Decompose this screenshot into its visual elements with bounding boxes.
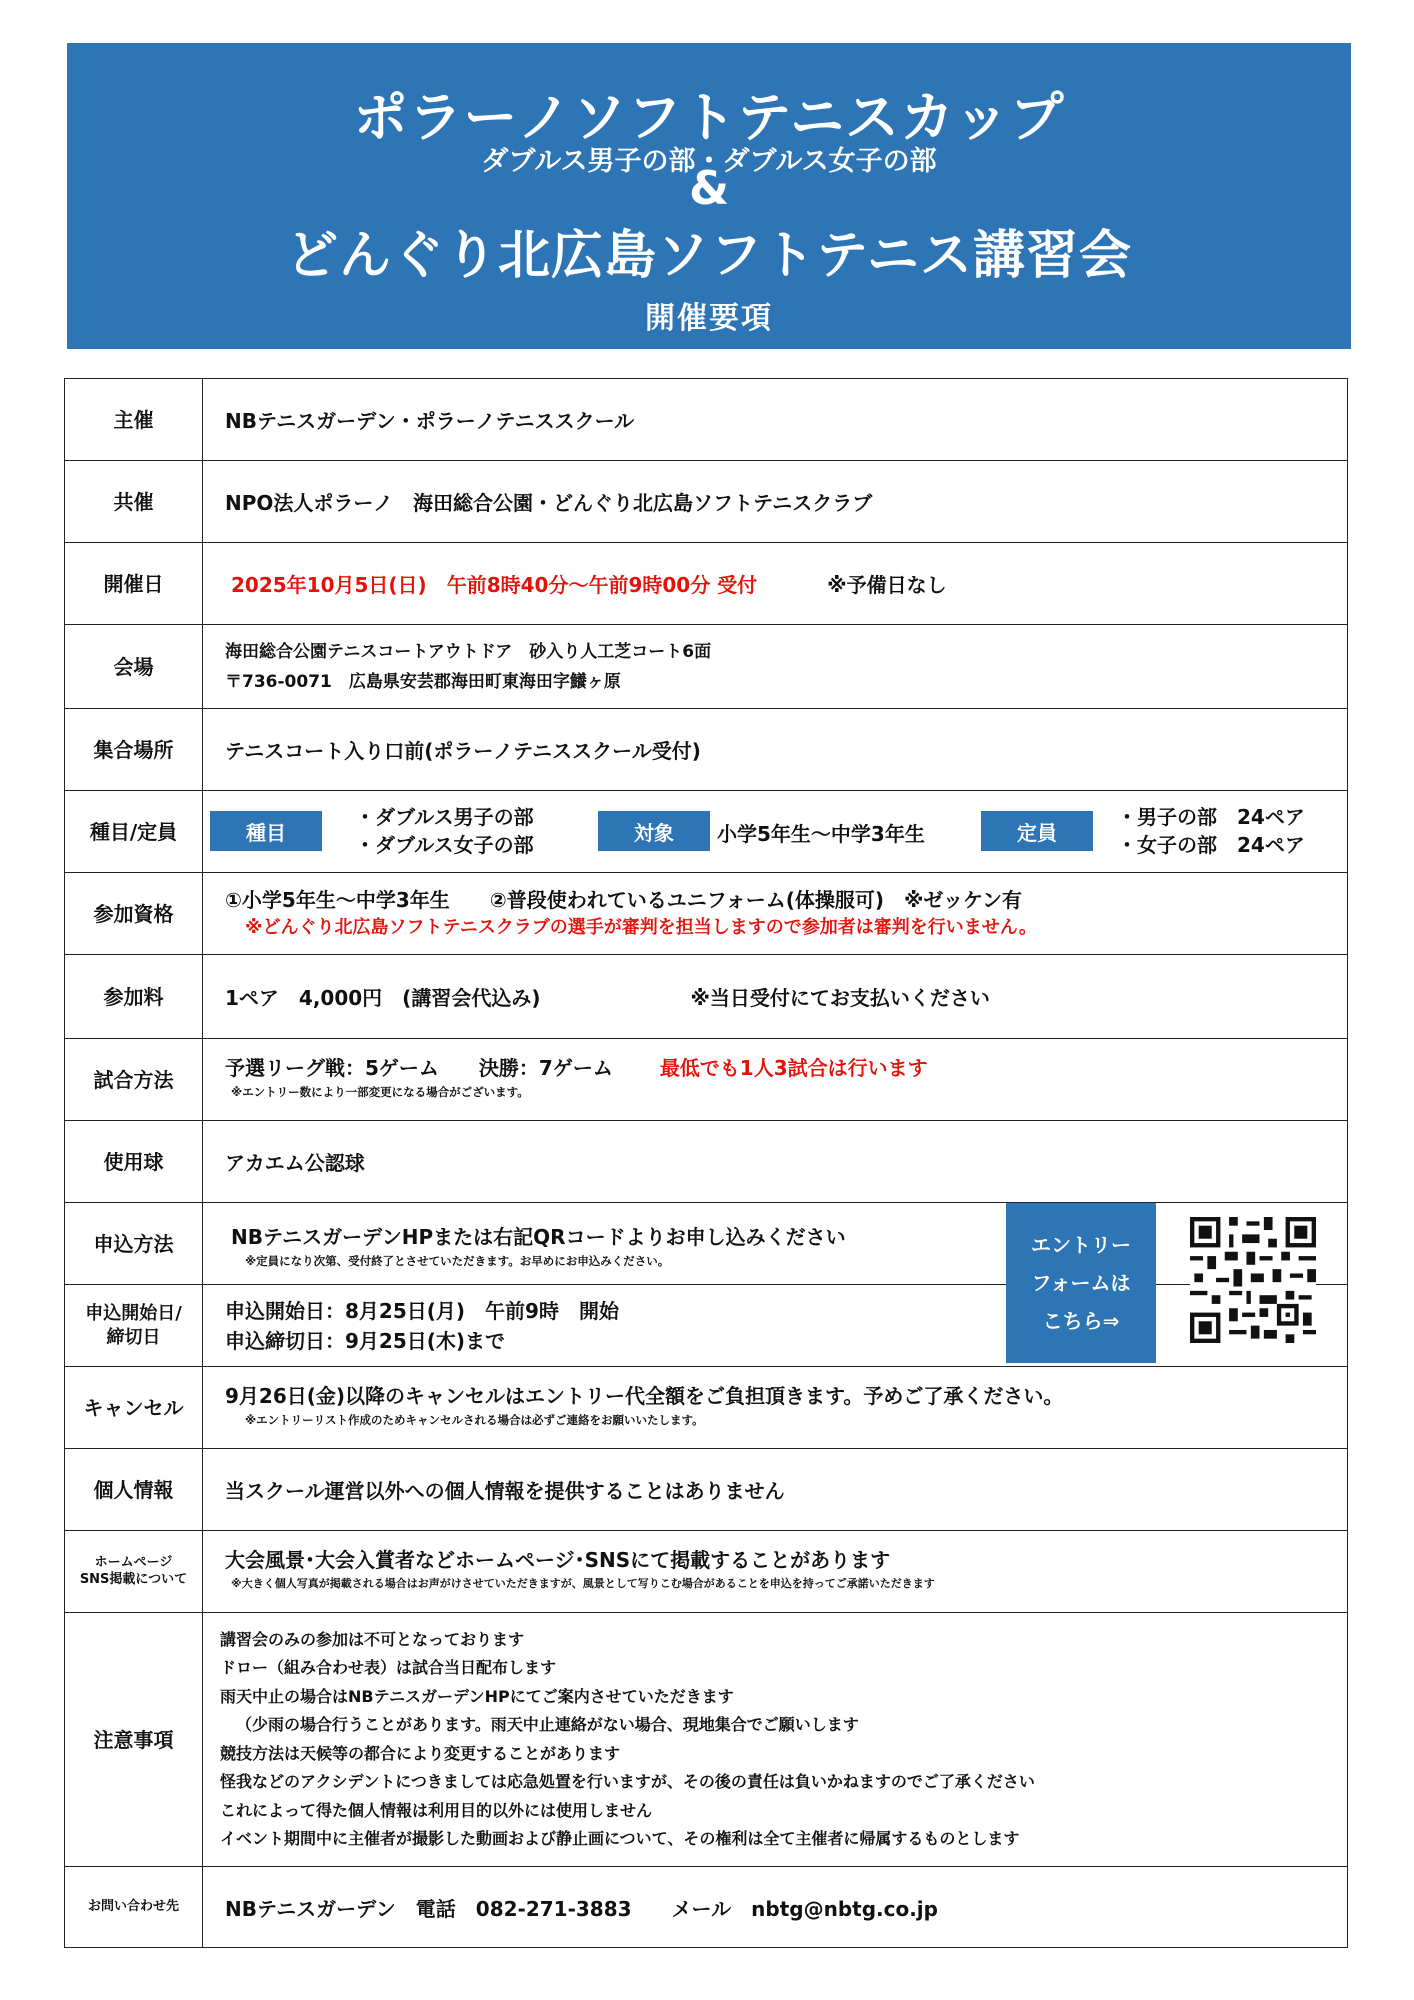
date-value: 2025年10月5日(日) 午前8時40分～午前9時00分 受付 — [231, 573, 758, 597]
guideline-heading: 開催要項 — [645, 301, 773, 336]
row-label: 共催 — [113, 489, 154, 514]
row-contact — [65, 1867, 1347, 1947]
event-item: ・ダブルス男子の部 — [355, 805, 534, 829]
row-label: 個人情報 — [93, 1477, 174, 1502]
capacity-item: ・男子の部 24ペア — [1117, 805, 1305, 829]
venue-name: 海田総合公園テニスコートアウトドア 砂入り人工芝コート6面 — [225, 641, 712, 662]
event-item: ・ダブルス女子の部 — [355, 833, 534, 857]
ball-value: アカエム公認球 — [225, 1151, 365, 1175]
row-eligibility — [65, 873, 1347, 955]
eligibility-value: ①小学5年生～中学3年生 ②普段使われているユニフォーム(体操服可) ※ゼッケン有 — [225, 887, 1023, 912]
row-cancel — [65, 1367, 1347, 1449]
row-label: 申込開始日/ 締切日 — [85, 1303, 182, 1348]
note-item: イベント期間中に主催者が撮影した動画および静止画について、その権利は全て主催者に帰属するものとします — [220, 1829, 1020, 1848]
fee-note: ※当日受付にてお支払いください — [690, 986, 990, 1010]
target-value: 小学5年生～中学3年生 — [717, 822, 925, 846]
note-item: 講習会のみの参加は不可となっております — [220, 1629, 525, 1649]
row-fee — [65, 955, 1347, 1039]
co-organizer-value: NPO法人ポラーノ 海田総合公園・どんぐり北広島ソフトテニスクラブ — [225, 491, 873, 515]
row-venue — [65, 625, 1347, 709]
capacity-item: ・女子の部 24ペア — [1117, 833, 1305, 857]
row-label: キャンセル — [83, 1395, 184, 1420]
row-meeting-place — [65, 709, 1347, 791]
entry-form-button[interactable]: エントリー フォームは こちら⇒ — [1006, 1203, 1156, 1363]
note-item: これによって得た個人情報は利用目的以外には使用しません — [220, 1800, 653, 1820]
note-item: ドロー（組み合わせ表）は試合当日配布します — [220, 1658, 557, 1677]
row-date — [65, 543, 1347, 625]
row-label: 主催 — [113, 407, 154, 432]
row-label: 試合方法 — [93, 1067, 174, 1092]
application-start: 申込開始日：8月25日(月) 午前9時 開始 — [225, 1298, 619, 1323]
date-note: ※予備日なし — [827, 573, 947, 597]
application-value: NBテニスガーデンHPまたは右記QRコードよりお申し込みください — [231, 1225, 846, 1249]
application-deadline: 申込締切日：9月25日(木)まで — [225, 1328, 506, 1353]
privacy-value: 当スクール運営以外への個人情報を提供することはありません — [225, 1479, 785, 1503]
eligibility-note: ※どんぐり北広島ソフトテニスクラブの選手が審判を担当しますので参加者は審判を行いません。 — [245, 916, 1037, 938]
row-co-organizer — [65, 461, 1347, 543]
cancel-note: ※エントリーリスト作成のためキャンセルされる場合は必ずご連絡をお願いいたします。 — [245, 1412, 704, 1427]
row-sns — [65, 1531, 1347, 1613]
note-item: 怪我などのアクシデントにつきましては応急処置を行いますが、その後の責任は負いかねますのでご了承ください — [220, 1772, 1035, 1791]
tag-event: 種目 — [210, 811, 322, 851]
ampersand: & — [688, 161, 730, 215]
row-label: 参加資格 — [93, 901, 174, 926]
note-item: （少雨の場合行うことがあります。雨天中止連絡がない場合、現地集合でご願いします — [236, 1715, 859, 1734]
row-label: 注意事項 — [93, 1727, 174, 1752]
contact-value: NBテニスガーデン 電話 082-271-3883 メール nbtg@nbtg.co.jp — [225, 1896, 938, 1921]
sns-note: ※大きく個人写真が掲載される場合はお声がけさせていただきますが、風景として写りこむ場合があることを申込を持ってご承諾いただきます — [231, 1576, 935, 1590]
row-label: 参加料 — [103, 984, 164, 1009]
row-match-format — [65, 1039, 1347, 1121]
match-format-value: 予選リーグ戦：5ゲーム 決勝：7ゲーム — [225, 1055, 613, 1080]
row-privacy — [65, 1449, 1347, 1531]
seminar-title: どんぐり北広島ソフトテニス講習会 — [286, 226, 1132, 286]
meeting-place-value: テニスコート入り口前(ポラーノテニススクール受付) — [225, 739, 701, 763]
header-banner — [67, 43, 1351, 349]
row-label: お問い合わせ先 — [87, 1898, 179, 1914]
tag-capacity: 定員 — [981, 811, 1093, 851]
row-label: ホームページ SNS掲載について — [79, 1554, 188, 1587]
row-label: 申込方法 — [93, 1231, 174, 1256]
match-note: ※エントリー数により一部変更になる場合がございます。 — [231, 1084, 529, 1099]
row-label: 開催日 — [103, 571, 164, 596]
sns-value: 大会風景･大会入賞者などホームページ･SNSにて掲載することがあります — [225, 1547, 891, 1572]
match-guarantee: 最低でも1人3試合は行います — [659, 1055, 928, 1080]
note-item: 競技方法は天候等の都合により変更することがあります — [220, 1743, 621, 1763]
info-table — [64, 378, 1348, 1948]
cancel-value: 9月26日(金)以降のキャンセルはエントリー代全額をご負担頂きます。予めご了承ください。 — [225, 1383, 1064, 1408]
organizer-value: NBテニスガーデン・ポラーノテニススクール — [225, 409, 635, 433]
event-title: ポラーノソフトテニスカップ — [353, 86, 1065, 149]
venue-address: 〒736-0071 広島県安芸郡海田町東海田字鱶ヶ原 — [225, 671, 621, 692]
row-label: 会場 — [113, 654, 154, 679]
note-item: 雨天中止の場合はNBテニスガーデンHPにてご案内させていただきます — [220, 1686, 734, 1706]
row-label: 使用球 — [103, 1149, 164, 1174]
row-ball — [65, 1121, 1347, 1203]
row-events — [65, 791, 1347, 873]
tag-target: 対象 — [598, 811, 710, 851]
qr-code-icon[interactable] — [1190, 1217, 1316, 1343]
event-subtitle: ダブルス男子の部・ダブルス女子の部 — [481, 146, 937, 177]
fee-value: 1ペア 4,000円 (講習会代込み) — [225, 986, 541, 1010]
row-organizer — [65, 379, 1347, 461]
row-label: 種目/定員 — [89, 819, 178, 844]
row-label: 集合場所 — [93, 737, 174, 762]
row-notes — [65, 1613, 1347, 1867]
application-note: ※定員になり次第、受付終了とさせていただきます。お早めにお申込みください。 — [245, 1254, 670, 1268]
